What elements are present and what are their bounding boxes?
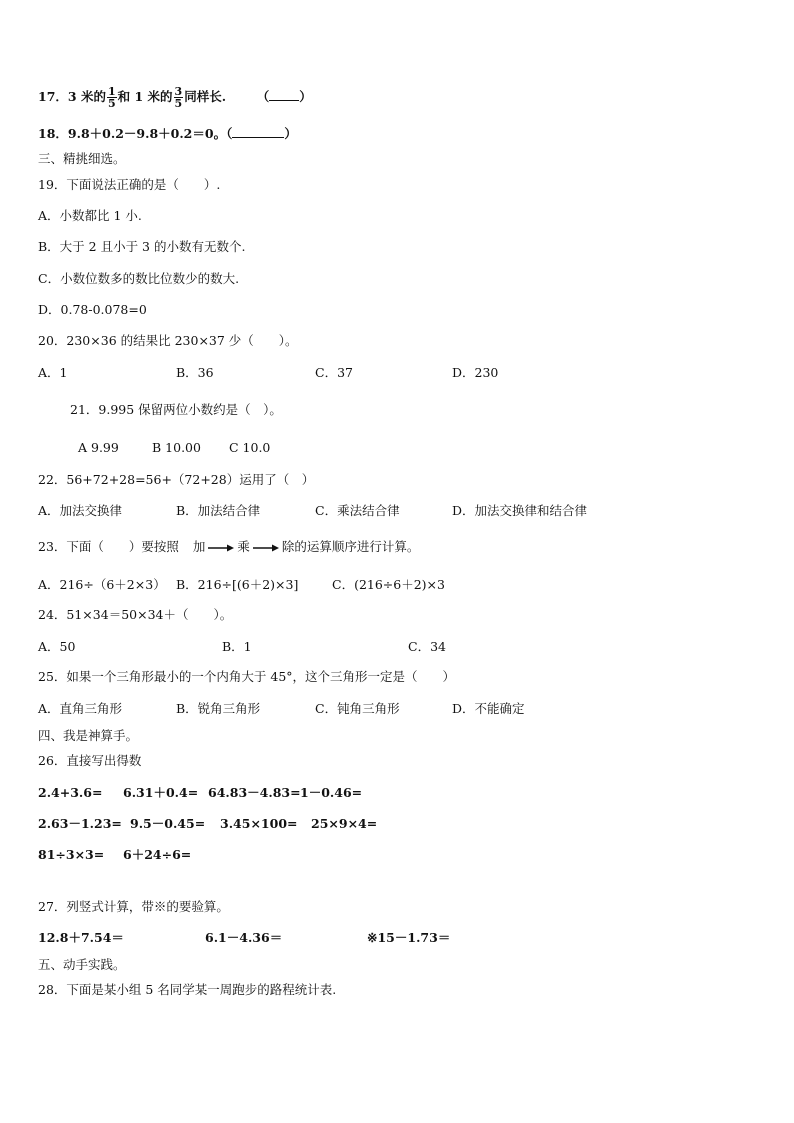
q23-stem-end: 除的运算顺序进行计算。 — [281, 539, 420, 554]
q24-option-c[interactable]: C．34 — [408, 639, 446, 654]
q23-op-multiply: 乘 — [237, 539, 250, 554]
question-25-stem: 25．如果一个三角形最小的一个内角大于 45°，这个三角形一定是（ ） — [38, 669, 456, 684]
q26-expr: 2.4+3.6= — [38, 785, 103, 800]
q19-option-a[interactable]: A．小数都比 1 小. — [38, 208, 142, 223]
q17-paren-open: （ — [256, 89, 270, 104]
q20-option-b[interactable]: B．36 — [176, 365, 214, 380]
question-17 — [38, 86, 312, 109]
q20-option-c[interactable]: C．37 — [315, 365, 353, 380]
question-26-stem: 26．直接写出得数 — [38, 753, 142, 768]
q23-option-b[interactable]: B．216÷[(6＋2)×3] — [176, 577, 299, 592]
q17-paren-close: ） — [299, 89, 312, 104]
q26-expr: 81÷3×3= — [38, 847, 105, 862]
q25-option-a[interactable]: A．直角三角形 — [38, 701, 123, 716]
q26-expr: 9.5－0.45= — [130, 816, 206, 831]
q26-expr: 3.45×100= — [220, 816, 298, 831]
fraction-denominator: 5 — [174, 97, 183, 110]
question-21-stem: 21．9.995 保留两位小数约是（ ）。 — [70, 402, 282, 417]
section-five-heading: 五、动手实践。 — [38, 957, 126, 972]
question-18 — [38, 125, 297, 142]
q18-paren-close: ） — [284, 126, 297, 141]
q25-option-d[interactable]: D．不能确定 — [452, 701, 525, 716]
q24-option-a[interactable]: A．50 — [38, 639, 76, 654]
fraction-one-fifth — [107, 86, 117, 109]
q19-option-b[interactable]: B．大于 2 且小于 3 的小数有无数个. — [38, 239, 246, 254]
q27-item: 6.1－4.36＝ — [205, 930, 283, 945]
q23-stem-start: 23．下面（ ）要按照 — [38, 539, 179, 554]
q26-expr: 1－0.46= — [300, 785, 363, 800]
question-23-stem — [38, 539, 419, 555]
question-22-stem: 22．56+72+28=56+（72+28）运用了（ ） — [38, 472, 315, 487]
q25-option-c[interactable]: C．钝角三角形 — [315, 701, 400, 716]
fraction-numerator: 3 — [174, 85, 183, 98]
q21-option-a[interactable]: A 9.99 — [78, 440, 119, 455]
q26-expr: 64.83－4.83= — [208, 785, 301, 800]
q22-option-c[interactable]: C．乘法结合律 — [315, 503, 400, 518]
q23-op-add: 加 — [192, 539, 206, 554]
q23-option-c[interactable]: C．(216÷6＋2)×3 — [332, 577, 445, 592]
q23-option-a[interactable]: A．216÷（6＋2×3） — [38, 577, 166, 592]
question-24-stem: 24．51×34＝50×34＋（ ）。 — [38, 607, 233, 622]
question-28-stem: 28．下面是某小组 5 名同学某一周跑步的路程统计表. — [38, 982, 337, 997]
q17-answer-blank[interactable] — [269, 88, 299, 101]
right-arrow-icon — [253, 544, 279, 552]
q22-option-a[interactable]: A．加法交换律 — [38, 503, 123, 518]
q17-number: 17． — [38, 89, 68, 104]
q18-text: 18．9.8＋0.2－9.8＋0.2＝0。（ — [38, 126, 233, 141]
q21-option-b[interactable]: B 10.00 — [152, 440, 201, 455]
q26-expr: 25×9×4= — [311, 816, 378, 831]
question-20-stem: 20．230×36 的结果比 230×37 少（ ）。 — [38, 333, 298, 348]
q27-item: ※15－1.73＝ — [367, 930, 451, 945]
question-19-stem: 19．下面说法正确的是（ ）. — [38, 177, 221, 192]
section-three-heading: 三、精挑细选。 — [38, 151, 126, 166]
right-arrow-icon — [208, 544, 234, 552]
q20-option-d[interactable]: D．230 — [452, 365, 499, 380]
q25-option-b[interactable]: B．锐角三角形 — [176, 701, 261, 716]
q26-expr: 6＋24÷6= — [123, 847, 192, 862]
section-four-heading: 四、我是神算手。 — [38, 728, 139, 743]
q27-item: 12.8＋7.54＝ — [38, 930, 124, 945]
q19-option-c[interactable]: C．小数位数多的数比位数少的数大. — [38, 271, 240, 286]
q22-option-d[interactable]: D．加法交换律和结合律 — [452, 503, 588, 518]
fraction-numerator: 1 — [107, 85, 116, 98]
q21-option-c[interactable]: C 10.0 — [229, 440, 271, 455]
q17-text-3: 同样长. — [184, 89, 227, 104]
fraction-three-fifths — [174, 86, 184, 109]
q20-option-a[interactable]: A．1 — [38, 365, 68, 380]
q24-option-b[interactable]: B．1 — [222, 639, 252, 654]
q26-expr: 2.63－1.23= — [38, 816, 122, 831]
q17-text-2: 和 1 米的 — [117, 89, 173, 104]
q17-text-1: 3 米的 — [67, 89, 106, 104]
q22-option-b[interactable]: B．加法结合律 — [176, 503, 261, 518]
fraction-denominator: 5 — [107, 97, 116, 110]
q19-option-d[interactable]: D．0.78-0.078=0 — [38, 302, 147, 317]
q18-answer-blank[interactable] — [232, 125, 284, 138]
q26-expr: 6.31＋0.4= — [123, 785, 199, 800]
question-27-stem: 27．列竖式计算，带※的要验算。 — [38, 899, 229, 914]
